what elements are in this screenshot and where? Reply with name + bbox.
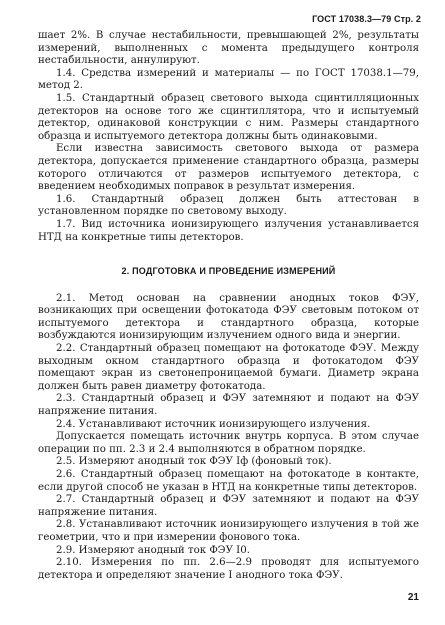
paragraph-1-7: 1.7. Вид источника ионизирующего излучения устанавливается НТД на конкретные типы детекторов. bbox=[38, 218, 419, 243]
paragraph-2-4: 2.4. Устанавливают источник ионизирующего излучения. bbox=[56, 418, 371, 430]
paragraph-2-3: 2.3. Стандартный образец и ФЭУ затемняют и подают на ФЭУ напряжение питания. bbox=[38, 393, 419, 418]
paragraph-2-7: 2.7. Стандартный образец и ФЭУ затемняют и подают на ФЭУ напряжение питания. bbox=[38, 494, 419, 518]
paragraph-2-8: 2.8. Устанавливают источник ионизирующего излучения в той же геометрии, что и при измерении фонового тока. bbox=[38, 519, 419, 543]
paragraph-1-5: 1.5. Стандартный образец светового выхода сцинтилляционных детекторов на основе того же сцинтиллятора, что и испытуемый детектор, одинаковой конструкции с ним. Размеры стандартного образца и испытуемого детектора должны быть одинаковыми. bbox=[38, 92, 419, 142]
paragraph-2-5: 2.5. Измеряют анодный ток ФЭУ Iф (фоновый ток). bbox=[56, 456, 332, 468]
section-title: 2. ПОДГОТОВКА И ПРОВЕДЕНИЕ ИЗМЕРЕНИЙ bbox=[121, 266, 336, 277]
page-header: ГОСТ 17038.3—79 Стр. 2 bbox=[312, 14, 421, 24]
paragraph-2-4-note: Допускается помещать источник внутрь корпуса. В этом случае операции по пп. 2.3 и 2.4 выполняются в обратном порядке. bbox=[38, 431, 419, 455]
paragraph-1-6: 1.6. Стандартный образец должен быть аттестован в установленном порядке по световому выходу. bbox=[38, 193, 419, 218]
paragraph-2-2: 2.2. Стандартный образец помещают на фотокатоде ФЭУ. Между выходным окном стандартного образца и фотокатодом ФЭУ помещают экран из светонепроницаемой бумаги. Диаметр экрана должен быть равен диаметру фотокатода. bbox=[38, 343, 419, 392]
paragraph-2-1: 2.1. Метод основан на сравнении анодных токов ФЭУ, возникающих при освещении фотокатода ФЭУ световым потоком от испытуемого детектора и стандартного образца, которые возбуждаются ионизирующим излучением одного вида и энергии. bbox=[38, 292, 419, 342]
paragraph-1-4: 1.4. Средства измерений и материалы — по ГОСТ 17038.1—79, метод 2. bbox=[38, 67, 419, 92]
document-body bbox=[38, 30, 419, 582]
page-number: 21 bbox=[407, 592, 419, 603]
paragraph-2-10: 2.10. Измерения по пп. 2.6—2.9 проводят для испытуемого детектора и определяют значение I анодного тока ФЭУ. bbox=[38, 557, 419, 581]
paragraph-2-9: 2.9. Измеряют анодный ток ФЭУ I0. bbox=[56, 544, 250, 556]
paragraph-2-6: 2.6. Стандартный образец помещают на фотокатоде в контакте, если другой способ не указан в НТД на конкретные типы детекторов. bbox=[38, 469, 419, 493]
paragraph-continuation: шает 2%. В случае нестабильности, превышающей 2%, результаты измерений, выполненных с момента предыдущего контроля нестабильности, аннулируют. bbox=[38, 30, 419, 67]
paragraph-1-5-note: Если известна зависимость светового выхода от размера детектора, допускается применение стандартного образца, размеры которого отличаются от размеров испытуемого детектора, с введением необходимых поправок в результат измерения. bbox=[38, 143, 419, 193]
